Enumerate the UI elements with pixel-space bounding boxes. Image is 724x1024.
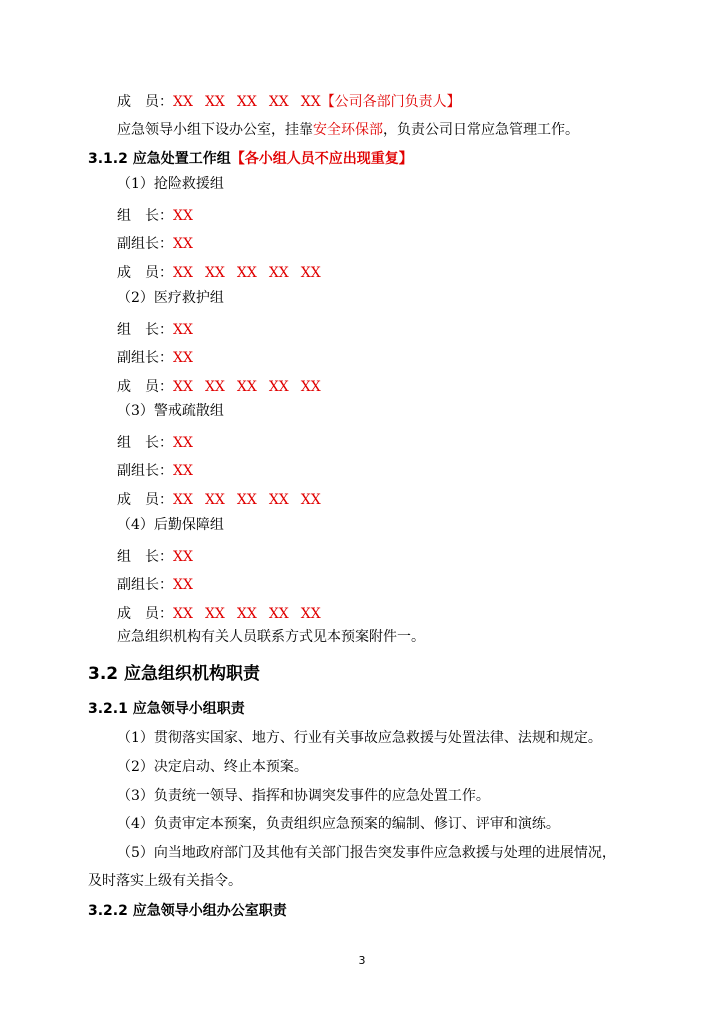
office-line: 应急领导小组下设办公室，挂靠安全环保部，负责公司日常应急管理工作。 [117,122,579,138]
group-deputy: 副组长：XX [117,350,193,366]
group-leader: 组 长：XX [117,208,193,224]
group-members: 成 员：XX XX XX XX XX [117,379,321,395]
group-members: 成 员：XX XX XX XX XX [117,606,321,622]
page-number: 3 [358,954,366,967]
office-dept: 安全环保部 [313,122,383,138]
member-names: XX XX XX XX XX [173,94,321,110]
section-3-2-2-heading: 3.2.2 应急领导小组办公室职责 [88,903,287,919]
group-leader: 组 长：XX [117,435,193,451]
section-3-1-2-note: 【各小组人员不应出现重复】 [230,151,413,167]
group-members: 成 员：XX XX XX XX XX [117,492,321,508]
contact-note: 应急组织机构有关人员联系方式见本预案附件一。 [117,629,425,645]
duty-item: （5）向当地政府部门及其他有关部门报告突发事件应急救援与处理的进展情况， [117,845,616,861]
group-deputy: 副组长：XX [117,463,193,479]
member-label: 成 员： [117,94,173,110]
group-title: （1）抢险救援组 [117,176,224,192]
duty-item: （4）负责审定本预案，负责组织应急预案的编制、修订、评审和演练。 [117,816,560,832]
duty-item: （1）贯彻落实国家、地方、行业有关事故应急救援与处置法律、法规和规定。 [117,730,602,746]
group-members: 成 员：XX XX XX XX XX [117,265,321,281]
section-3-2-heading: 3.2 应急组织机构职责 [88,664,261,684]
group-leader: 组 长：XX [117,322,193,338]
group-deputy: 副组长：XX [117,577,193,593]
section-3-1-2-heading: 3.1.2 应急处置工作组【各小组人员不应出现重复】 [88,151,413,167]
duty-item-continued: 及时落实上级有关指令。 [88,873,242,889]
member-note: 【公司各部门负责人】 [320,94,461,110]
top-member-line [117,92,461,112]
duty-item: （3）负责统一领导、指挥和协调突发事件的应急处置工作。 [117,788,490,804]
group-title: （2）医疗救护组 [117,290,224,306]
group-title: （4）后勤保障组 [117,517,224,533]
section-3-2-1-heading: 3.2.1 应急领导小组职责 [88,701,245,717]
group-deputy: 副组长：XX [117,236,193,252]
group-leader: 组 长：XX [117,549,193,565]
group-title: （3）警戒疏散组 [117,403,224,419]
duty-item: （2）决定启动、终止本预案。 [117,759,308,775]
